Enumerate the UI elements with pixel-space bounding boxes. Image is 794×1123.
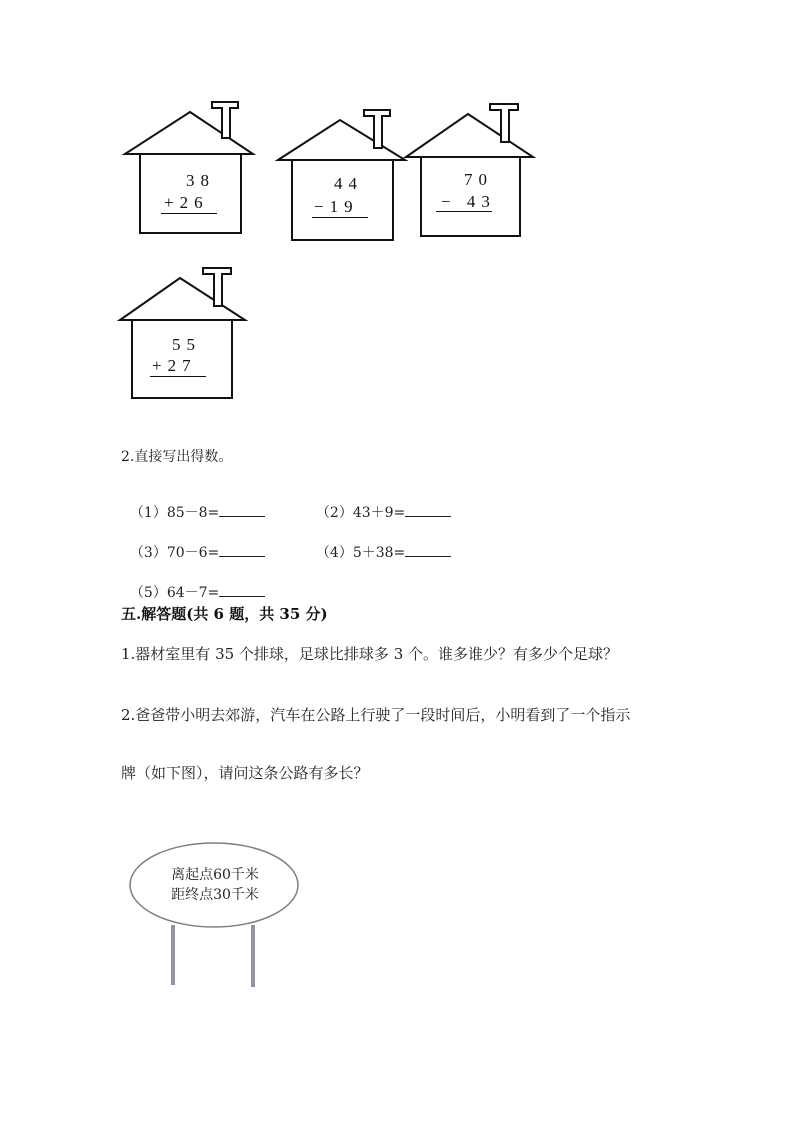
calc-item-5 [121, 566, 265, 602]
house-drawings [0, 0, 794, 420]
calc-item-2-label: （2）43＋9= [315, 505, 406, 521]
calc-item-1-label: （1）85－8= [129, 505, 220, 521]
calc-item-5-label: （5）64－7= [129, 585, 220, 601]
answer-blank-1[interactable] [219, 504, 265, 517]
calc-item-4-label: （4）5＋38= [315, 545, 406, 561]
calc-item-2 [307, 486, 451, 522]
sign-line-1: 离起点60千米 [171, 867, 259, 883]
house-4-outline [120, 268, 245, 398]
calc-item-3-label: （3）70－6= [129, 545, 220, 561]
house-2-bottom-number: −19 [314, 197, 359, 216]
house-4-top-number: 55 [172, 335, 201, 354]
house-3-top-number: 70 [464, 170, 493, 189]
question-2-line-2: 牌（如下图），请问这条公路有多长？ [121, 764, 369, 782]
calc-item-3 [121, 526, 265, 562]
house-4-bottom-number: +27 [152, 356, 197, 375]
answer-blank-3[interactable] [219, 544, 265, 557]
section-2-title: 2.直接写出得数。 [121, 449, 233, 465]
question-2-line-1: 2.爸爸带小明去郊游，汽车在公路上行驶了一段时间后，小明看到了一个指示 [121, 706, 631, 724]
answer-blank-2[interactable] [405, 504, 451, 517]
house-1-bottom-number: +26 [164, 193, 209, 212]
sign-drawing [120, 835, 310, 995]
house-3-bottom-number: − 43 [441, 192, 496, 211]
house-2-sum-line [312, 217, 368, 218]
answer-blank-5[interactable] [219, 584, 265, 597]
calc-item-4 [307, 526, 451, 562]
question-1: 1.器材室里有 35 个排球，足球比排球多 3 个。谁多谁少？有多少个足球？ [121, 645, 619, 663]
section-5-heading: 五.解答题(共 6 题，共 35 分) [121, 605, 328, 623]
house-2-top-number: 44 [334, 174, 363, 193]
calc-item-1 [121, 486, 265, 522]
house-4-sum-line [150, 376, 206, 377]
house-1-top-number: 38 [186, 171, 215, 190]
house-3-sum-line [436, 211, 492, 212]
house-1-sum-line [161, 213, 217, 214]
sign-line-2: 距终点30千米 [171, 887, 259, 903]
answer-blank-4[interactable] [405, 544, 451, 557]
